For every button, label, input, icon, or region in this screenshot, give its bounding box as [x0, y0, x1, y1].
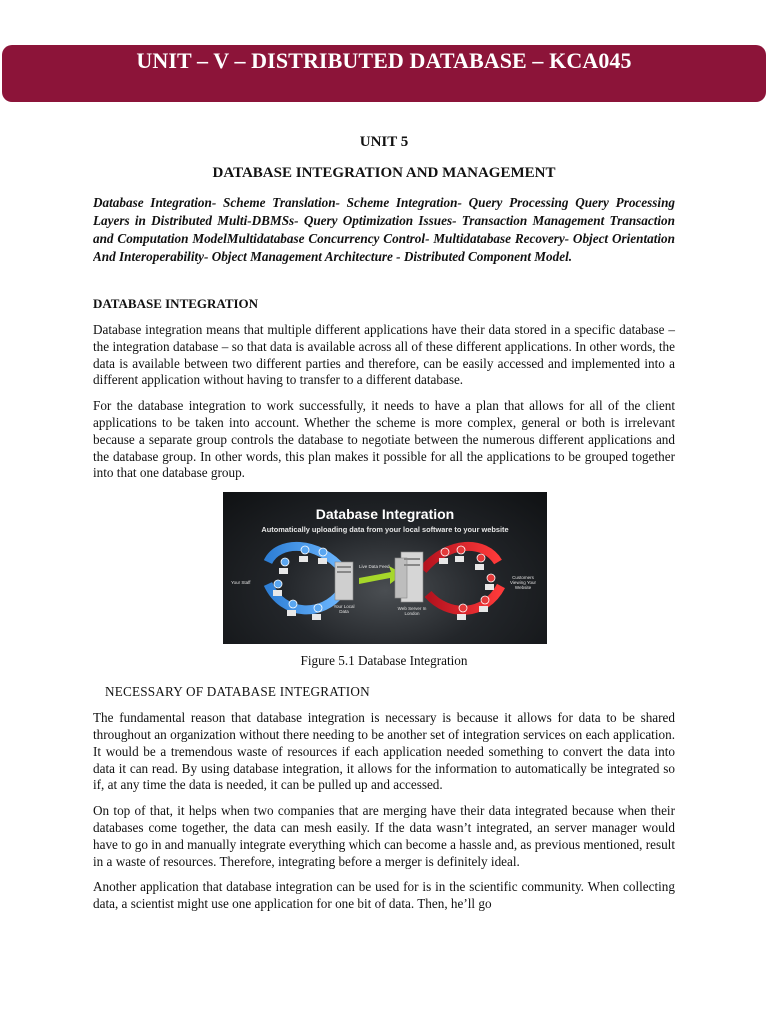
section-heading: DATABASE INTEGRATION — [93, 296, 259, 311]
label-web-server: Web Server In London — [397, 606, 427, 617]
label-your-staff: Your Staff — [231, 580, 251, 586]
paragraph: Another application that database integration can be used for is in the scientific community. When collecting data, a scientist might use one application for one bit of data. Then, he’ll go — [93, 879, 675, 912]
figure-caption: Figure 5.1 Database Integration — [300, 653, 468, 669]
unit-label: UNIT 5 — [359, 134, 409, 150]
figure — [93, 492, 675, 646]
header-banner — [2, 45, 766, 102]
label-customers: Customers Viewing Your Website — [510, 575, 536, 591]
paragraph: For the database integration to work successfully, it needs to have a plan that allows for all of the client applications to be taken into account. Whether the scheme is more complex, general or both is irrelevant because a separate group controls the database to negotiate between the numerous different applications and the database group. In other words, this plan makes it possible for all the applications to be grouped together into that one database group. — [93, 398, 675, 481]
figure-title: Database Integration — [315, 506, 455, 523]
figure-subtitle: Automatically uploading data from your local software to your website — [261, 525, 509, 535]
paragraph: On top of that, it helps when two companies that are merging have their data integrated because when their databases come together, the data can mesh easily. If the data wasn’t integrated, an server manager would have to go in and manually integrate everything which can become a hassle and, as previous mentioned, result in a waste of resources. Therefore, integrating before a merger is definitely ideal. — [93, 803, 675, 869]
paragraph: Database integration means that multiple different applications have their data stored in a specific database – the integration database – so that data is available across all of these different applications. In other words, the data is available between two different parties and therefore, can be easily accessed and implemented into a different application without having to transfer to a different database. — [93, 322, 675, 388]
sub-heading: NECESSARY OF DATABASE INTEGRATION — [105, 684, 370, 700]
database-integration-figure — [223, 492, 547, 644]
paragraph: The fundamental reason that database integration is necessary is because it allows for data to be shared throughout an organization without there needing to be another set of integration services on each application. It would be a tremendous waste of resources if each application needed something to convert the data into data it can read. By using database integration, it allows for the information to automatically be integrated so if, at any time the data is needed, it can be pulled up and accessed. — [93, 710, 675, 793]
unit-title: DATABASE INTEGRATION AND MANAGEMENT — [212, 165, 556, 181]
label-your-local-data: Your Local Data — [333, 604, 355, 615]
banner-title: UNIT – V – DISTRIBUTED DATABASE – KCA045 — [136, 48, 632, 73]
document-body — [93, 131, 675, 913]
label-live-data-feed: Live Data Feed — [359, 564, 390, 570]
topics-list: Database Integration- Scheme Translation- Scheme Integration- Query Processing Query Processing Layers in Distributed Multi-DBMSs- Query Optimization Issues- Transaction Management Transaction and Computation ModelMultidatabase Concurrency Control- Multidatabase Recovery- Object Orientation And Interoperability- Object Management Architecture - Distributed Component Model. — [93, 195, 675, 264]
